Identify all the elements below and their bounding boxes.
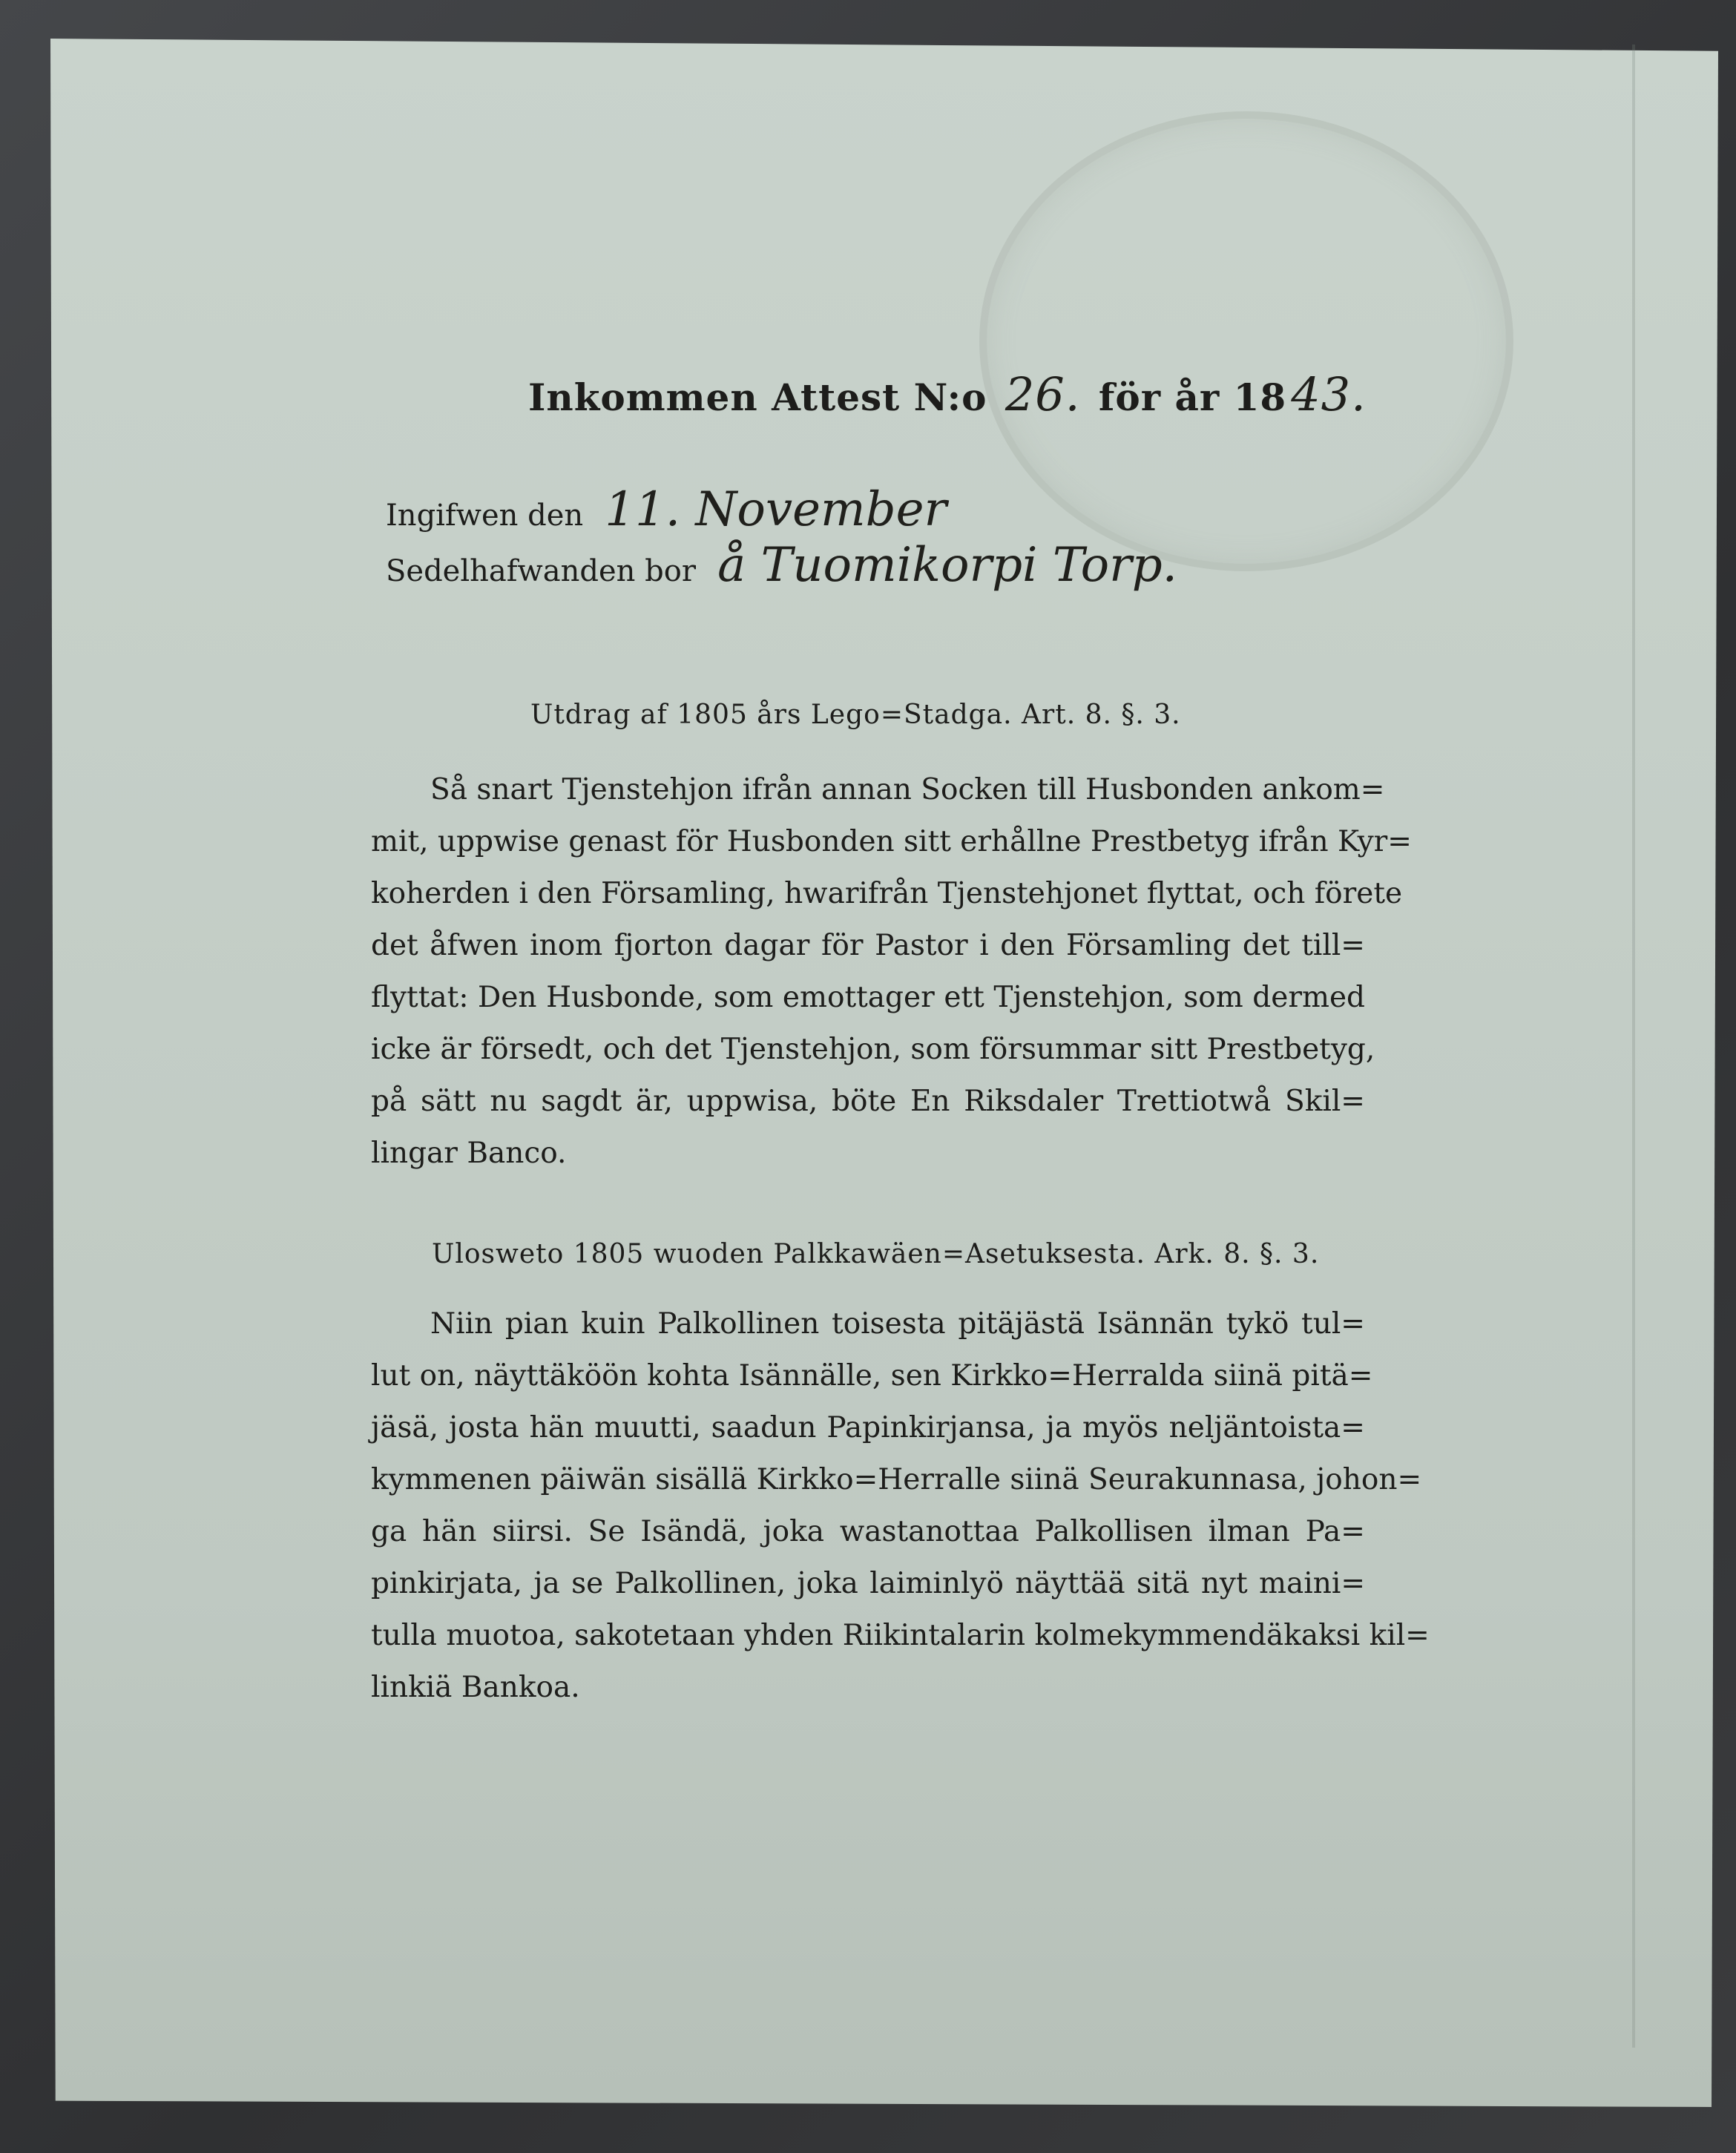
swedish-paragraph (371, 764, 1412, 1180)
swedish-line: icke är försedt, och det Tjenstehjon, som försummar sitt Prestbetyg, (371, 1033, 1375, 1066)
finnish-line: ga hän siirsi. Se Isändä, joka wastanottaa Palkollisen ilman Pa= (371, 1515, 1365, 1548)
finnish-line: jäsä, josta hän muutti, saadun Papinkirjansa, ja myös neljäntoista= (371, 1411, 1365, 1444)
swedish-line: det åfwen inom fjorton dagar för Pastor i den Församling det till= (371, 929, 1365, 962)
ingifwen-row (386, 482, 1424, 537)
finnish-line: Niin pian kuin Palkollinen toisesta pitäjästä Isännän tykö tul= (430, 1307, 1365, 1341)
title-number-handwritten: 26. (1005, 367, 1081, 421)
swedish-line: Så snart Tjenstehjon ifrån annan Socken till Husbonden ankom= (430, 773, 1385, 806)
swedish-line: lingar Banco. (371, 1137, 567, 1170)
bor-label: Sedelhafwanden bor (386, 554, 696, 588)
swedish-line: på sätt nu sagdt är, uppwisa, böte En Riksdaler Trettiotwå Skil= (371, 1085, 1365, 1118)
finnish-line: kymmenen päiwän sisällä Kirkko=Herralle siinä Seurakunnasa, johon= (371, 1463, 1422, 1496)
swedish-line: mit, uppwise genast för Husbonden sitt erhållne Prestbetyg ifrån Kyr= (371, 825, 1412, 858)
finnish-line: linkiä Bankoa. (371, 1671, 580, 1704)
swedish-line: flyttat: Den Husbonde, som emottager ett Tjenstehjon, som dermed (371, 981, 1365, 1014)
finnish-paragraph (371, 1298, 1430, 1714)
paper-fold-crease (1632, 45, 1635, 2048)
finnish-line: pinkirjata, ja se Palkollinen, joka laiminlyö näyttää sitä nyt maini= (371, 1567, 1365, 1600)
finnish-line: lut on, näyttäköön kohta Isännälle, sen Kirkko=Herralda siinä pitä= (371, 1359, 1373, 1393)
ingifwen-label: Ingifwen den (386, 499, 584, 533)
title-year-handwritten: 43. (1291, 367, 1367, 421)
finnish-heading: Ulosweto 1805 wuoden Palkkawäen=Asetuksesta. Ark. 8. §. 3. (432, 1239, 1320, 1269)
finnish-line: tulla muotoa, sakotetaan yhden Riikintalarin kolmekymmendäkaksi kil= (371, 1619, 1430, 1652)
bor-row (386, 538, 1424, 593)
title-middle: för år 18 (1098, 375, 1287, 419)
swedish-line: koherden i den Församling, hwarifrån Tjenstehjonet flyttat, och förete (371, 877, 1403, 910)
title-prefix: Inkommen Attest N:o (528, 375, 987, 419)
swedish-heading: Utdrag af 1805 års Lego=Stadga. Art. 8. §. 3. (530, 700, 1181, 730)
document-title (528, 367, 1367, 427)
bor-value-handwritten: å Tuomikorpi Torp. (717, 538, 1177, 593)
ingifwen-value-handwritten: 11. November (605, 482, 947, 537)
